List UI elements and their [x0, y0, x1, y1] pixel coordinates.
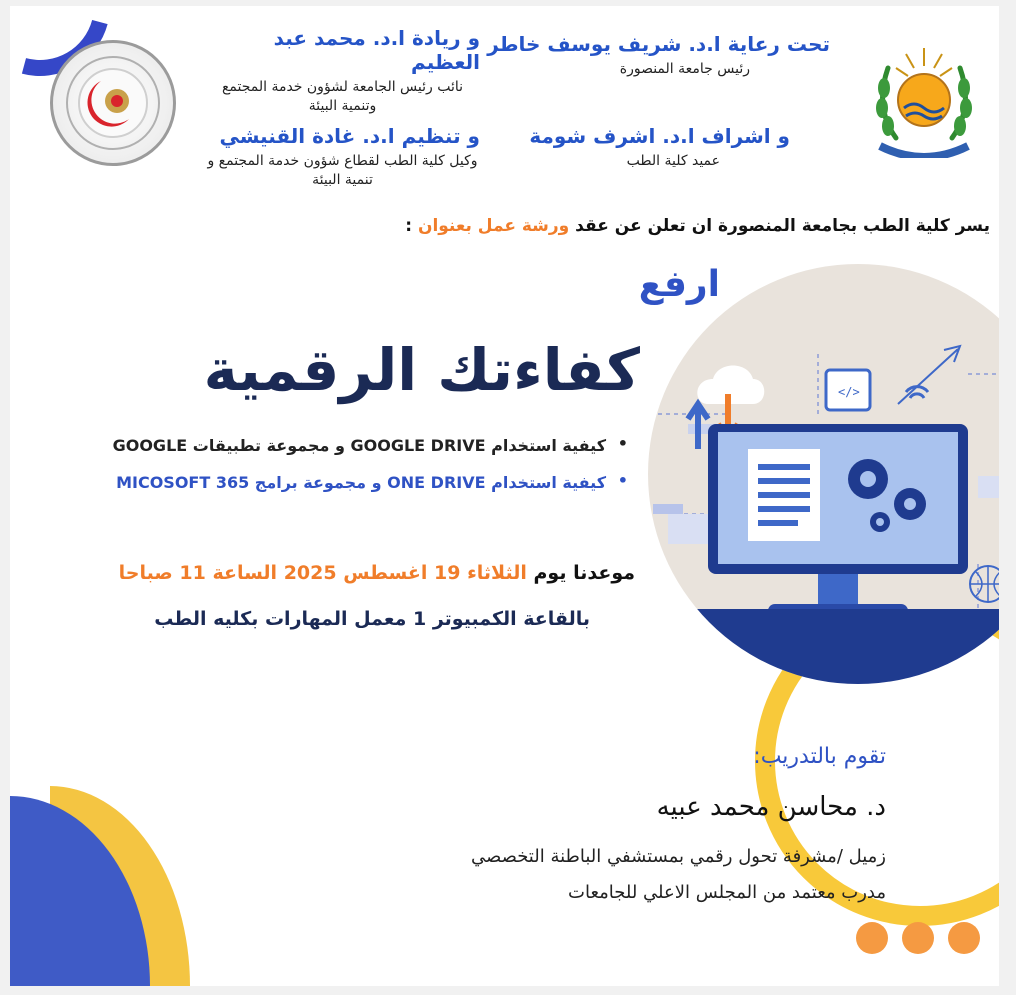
leader-role: نائب رئيس الجامعة لشؤون خدمة المجتمع وتنمية البيئة [221, 79, 464, 114]
crescent-seal-icon [63, 53, 163, 153]
dot-decoration [856, 922, 888, 954]
supervisor-role: عميد كلية الطب [626, 153, 720, 169]
schedule-prefix: موعدنا يوم [526, 562, 635, 584]
trainer-name: د. محاسن محمد عبيه [656, 792, 886, 822]
topic-item-google: كيفية استخدام GOOGLE DRIVE و مجموعة تطبيقات GOOGLE • [18, 436, 628, 455]
mansoura-university-logo [866, 28, 982, 178]
dot-decoration [902, 922, 934, 954]
supervisor-name: و اشراف ا.د. اشرف شومة [529, 124, 790, 148]
decorative-dots [856, 922, 980, 954]
intro-highlight: ورشة عمل بعنوان [417, 216, 570, 236]
supervisor-block [480, 124, 790, 171]
topic-list [18, 436, 628, 510]
trainer-role-2: مدرب معتمد من المجلس الاعلي للجامعات [568, 882, 886, 903]
patron-role: رئيس جامعة المنصورة [619, 61, 750, 77]
topic-item-microsoft: كيفية استخدام ONE DRIVE و مجموعة برامج MICOSOFT 365 • [18, 473, 628, 492]
intro-suffix: : [405, 216, 418, 236]
intro-line [70, 216, 990, 236]
intro-text: يسر كلية الطب بجامعة المنصورة ان تعلن عن عقد [569, 216, 990, 236]
title-small: ارفع [638, 264, 720, 305]
main-title: كفاءتك الرقمية [203, 336, 640, 404]
patron-block [480, 32, 830, 79]
schedule-date [70, 562, 635, 584]
poster [10, 6, 999, 986]
svg-text:</>: </> [838, 385, 860, 399]
schedule-place: بالقاعة الكمبيوتر 1 معمل المهارات بكليه الطب [154, 608, 590, 630]
monitor-gears-icon [648, 264, 999, 684]
leader-block [205, 26, 480, 116]
computer-illustration [648, 264, 999, 684]
training-heading: تقوم بالتدريب: [753, 744, 886, 769]
dot-decoration [948, 922, 980, 954]
wreath-sun-emblem-icon [866, 28, 982, 178]
organizer-block [205, 124, 480, 190]
organizer-name: و تنظيم ا.د. غادة القنيشي [219, 124, 480, 148]
patron-name: تحت رعاية ا.د. شريف يوسف خاطر [487, 32, 830, 56]
faculty-of-medicine-logo [50, 40, 176, 166]
schedule-day: الثلاثاء 19 اغسطس 2025 الساعة 11 صباحا [118, 562, 527, 584]
trainer-role-1: زميل /مشرفة تحول رقمي بمستشفي الباطنة التخصصي [470, 846, 886, 867]
leader-name: و ريادة ا.د. محمد عبد العظيم [273, 26, 480, 74]
organizer-role: وكيل كلية الطب لقطاع شؤون خدمة المجتمع و تنمية البيئة [207, 153, 478, 188]
